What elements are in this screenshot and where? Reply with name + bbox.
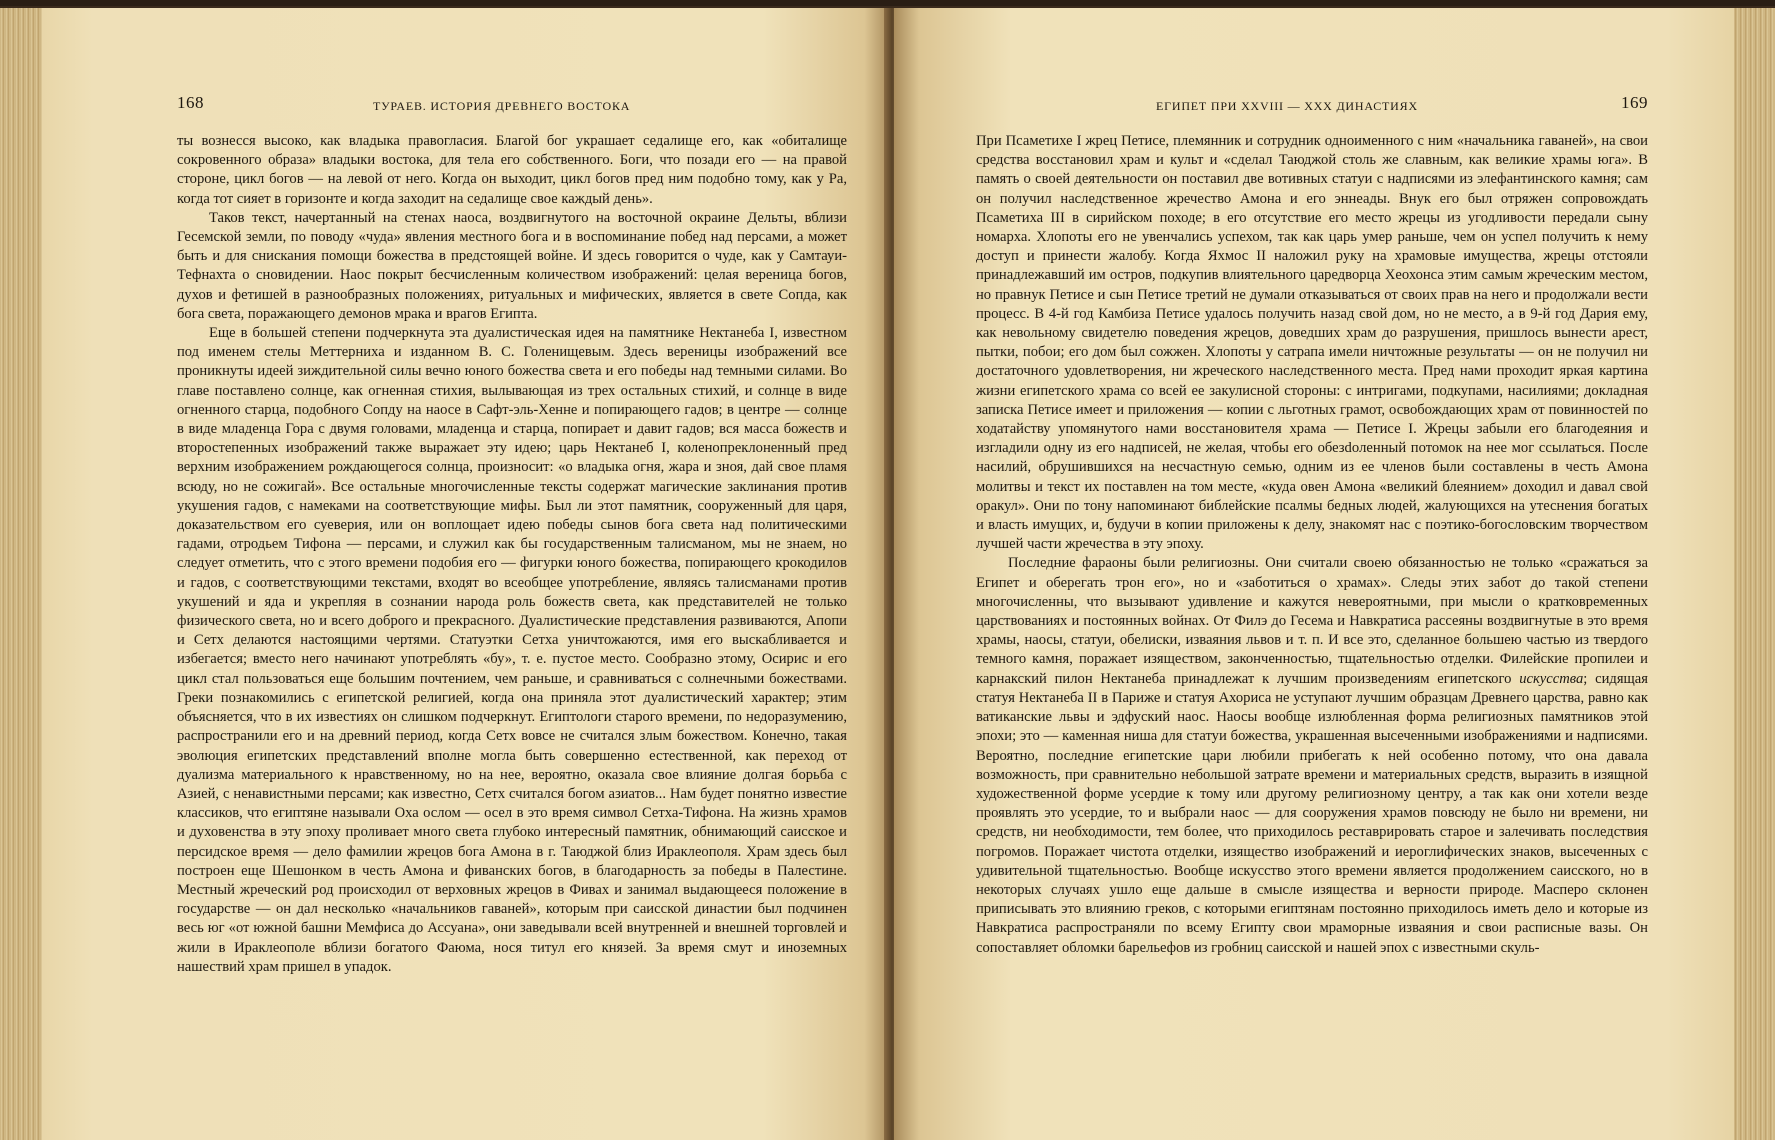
right-page bbox=[894, 8, 1734, 1140]
left-page-text bbox=[177, 132, 847, 977]
left-paragraph-2: Таков текст, начертанный на стенах наоса, воздвигнутого на восточной окраине Дельты, вблизи Гесемской земли, по поводу «чуда» явления местного бога и в воспоминание побед над персами, а может быть и для снискания помощи божества в предстоящей войне. И здесь говорится о чуде, как у Самтауи-Тефнахта о сновидении. Наос покрыт бесчисленным количеством изображений: целая вереница богов, духов и фетишей в разнообразных положениях, ритуальных и мифических, является в свете Сопда, как бога света, поражающего демонов мрака и врагов Египта. bbox=[177, 209, 847, 322]
italic-word-iskusstva: искусства bbox=[1519, 670, 1584, 687]
left-paragraph-1: ты вознесся высоко, как владыка правогласия. Благой бог украшает седалище его, как «обиталище сокровенного образа» владыки востока, для тела его собственного. Боги, что позади его — на правой стороне, цикл богов — на левой от него. Когда он выходит, цикл богов пред ним подобно тому, как у Ра, когда тот сияет в горизонте и когда заходит на седалище свое каждый день». bbox=[177, 133, 847, 207]
left-page-header bbox=[177, 93, 847, 118]
right-page-edges bbox=[1729, 8, 1775, 1140]
right-page-number: 169 bbox=[1621, 93, 1648, 112]
right-paragraph-1: При Псаметихе I жрец Петисе, племянник и сотрудник одноименного с ним «начальника гаваней», на свои средства восстановил храм и культ и «сделал Таюджой столь же славным, как великие храмы юга». В память о своей деятельности он поставил две вотивных статуи с надписями из элефантинского камня; сам он получил наследственное жречество Амона и его эннеады. Внук его был отряжен сопровождать Псаметиха III в сирийском походе; в его отсутствие его место жрецы из угодливости передали сыну номарха. Хлопоты его не увенчались успехом, так как царь умер раньше, чем он успел получить к нему доступ и принести жалобу. Когда Яхмос II наложил руку на храмовые имущества, жрецы отстояли принадлежавший им остров, подкупив влиятельного царедворца Хеохонса этим самым жреческим местом, но правнук Петисе и сын Петисе третий не думали отказываться от своих прав на него и продолжали вести процесс. В 4-й год Камбиза Петисе удалось получить назад свой дом, но не место, а в 9-й год Дария ему, как невольному свидетелю поведения жрецов, доведших храм до разрушения, пришлось вынести арест, пытки, побои; его дом был сожжен. Хлопоты у сатрапа имели ничтожные результаты — он не получил ни достаточного удовлетворения, ни жреческого наследственного места. Пред нами проходит яркая картина жизни египетского храма со всей ее закулисной стороны: с интригами, подкупами, насилиями; докладная записка Петисе имеет и приложения — копии с льготных грамот, освобождающих храм от повинностей по ходатайству упомянутого нами восстановителя храма — Петисе I. Жрецы забыли его благодеяния и изгладили одну из его надписей, не желая, чтобы его обезdoленный потомок на нее мог ссылаться. После насилий, обрушившихся на несчастную семью, одним из ее членов были составлены в честь Амона молитвы и текст их поставлен на том месте, «куда овен Амона «великий блеянием» доходил и давал свой оракул». Они по тону напоминают библейские псалмы бедных людей, жалующихся на утеснения богатых и власть имущих, и, будучи в копии приложены к делу, знакомят нас с поэтико-богословским творчеством лучшей части жречества в эту эпоху. bbox=[976, 133, 1648, 553]
left-paragraph-3: Еще в большей степени подчеркнута эта дуалистическая идея на памятнике Нектанеба I, известном под именем стелы Меттерниха и изданном В. С. Голенищевым. Здесь вереницы изображений все проникнуты идеей зиждительной силы вечно юного божества света и его победы над темными силами. Во главе поставлено солнце, как огненная стихия, вылывающая из трех остальных стихий, и солнце в виде огненного старца, подобного Сопду на наосе в Сафт-эль-Хенне и попирающего гадов; в центре — солнце в виде младенца Гора с двумя головами, младенца и старца, попирает и давит гадов; вся масса божеств и второстепенных изображений также выражает эту идею; царь Нектанеб I, коленопреклоненный пред верхним изображением рождающегося солнца, произносит: «о владыка огня, жара и зноя, дай свое пламя всюду, но не сожигай». Все остальные многочисленные тексты содержат магические заклинания против укушения гадов, с намеками на соответствующие мифы. Был ли этот памятник, сооруженный для царя, доказательством его суеверия, или он воплощает идею победы сынов бога света над политическими гадами, отродьем Тифона — персами, и служил как бы государственным талисманом, мы не знаем, но следует отметить, что с этого времени подобия его — фигурки юного божества, попирающего крокодилов и гадов, с соответствующими текстами, входят во всеобщее употребление, являясь талисманами против укушений и яда и укрепляя в сознании народа роль божеств света, как представителей не только физического света, но и всего доброго и прекрасного. Дуалистические представления развиваются, Апопи и Сетх делаются настоящими чертями. Статуэтки Сетха уничтожаются, имя его выскабливается и избегается; вместо него начинают употреблять «бу», т. е. пустое место. Сообразно этому, Осирис и его цикл стал пользоваться еще большим почтением, чем раньше, и сравниваться с солнечными божествами. Греки познакомились с египетской религией, когда она приняла этот дуалистический характер; этим объясняется, что в их известиях он слишком подчеркнут. Египтологи старого времени, по недоразумению, распространили его и на древний период, когда Сетх вовсе не считался злым божеством. Конечно, такая эволюция египетских представлений вполне могла быть совершенно естественной, как переход от дуализма материального к нравственному, но на нее, вероятно, оказала свое влияние долгая борьба с Азией, с ненавистными персами; как известно, Сетх считался богом азиатов... Нам будет понятно известие классиков, что египтяне называли Оха ослом — осел в это время символ Сетха-Тифона. На жизнь храмов и духовенства в эту эпоху проливает много света глубоко интересный памятник, обнимающий саисское и персидское время — дело фамилии жрецов бога Амона в г. Таюджой близ Ираклеополя. Храм здесь был построен еще Шешонком в честь Амона и фиванских богов, в благодарность за победы в Палестине. Местный жреческий род происходил от верховных жрецов в Фивах и занимал выдающееся положение в государстве — он дал несколько «начальников гаваней», которым при саисской династии был подчинен весь юг «от южной башни Мемфиса до Ассуана», они заведывали всей внутренней и внешней торговлей и жили в Ираклеополе вблизи богатого Фаюма, нося титул его князей. За время смут и иноземных нашествий храм пришел в упадок. bbox=[177, 325, 847, 975]
left-running-head: ТУРАЕВ. ИСТОРИЯ ДРЕВНЕГО ВОСТОКА bbox=[373, 99, 631, 113]
right-running-head: ЕГИПЕТ ПРИ XXVIII — XXX ДИНАСТИЯХ bbox=[1156, 99, 1418, 113]
right-paragraph-2 bbox=[976, 554, 1648, 957]
right-page-text bbox=[976, 132, 1648, 958]
right-paragraph-2-continued: ; сидящая статуя Нектанеба II в Париже и статуя Ахориса не уступают лучшим образцам Древнего царства, равно как ватиканские львы и эдфуский наос. Наосы вообще излюбленная форма религиозных памятников этой эпохи; это — каменная ниша для статуи божества, украшенная высеченными изображениями и надписями. Вероятно, последние египетские цари любили прибегать к ней особенно потому, что она давала возможность, при сравнительно небольшой затрате времени и материальных средств, выразить в изящной художественной форме усердие к тому или другому религиозному центру, а так как они хотели везде проявлять это усердие, то и выбрали наос — для сооружения храмов повсюду не было ни времени, ни средств, ни необходимости, тем более, что приходилось реставрировать старое и залечивать последствия погромов. Поражает чистота отделки, изящество изображений и иероглифических знаков, высеченных с удивительной тщательностью. Вообще искусство этого времени является продолжением саисского, но в некоторых случаях ушло еще дальше в смысле изящества и верности природе. Масперо склонен приписывать это влиянию греков, с которыми египтянам постоянно приходилось иметь дело и которые из Навкратиса распространяли по всему Египту свои мраморные изваяния и свои расписные вазы. Он сопоставляет обломки барельефов из гробниц саисской и нашей эпох с известными скуль- bbox=[976, 670, 1648, 956]
left-page-number: 168 bbox=[177, 93, 204, 112]
right-paragraph-2-text: Последние фараоны были религиозны. Они считали своею обязанностью не только «сражаться за Египет и оберегать трон его», но и «заботиться о храмах». Следы этих забот до такой степени многочисленны, что вызывают удивление и кажутся невероятными, при мысли о кратковременных царствованиях и постоянных войнах. От Филэ до Гесема и Навкратиса рассеяны воздвигнутые в это время храмы, наосы, статуи, обелиски, изваяния львов и т. п. И все это, сделанное большею частью из твердого темного камня, поражает изяществом, законченностью, тщательностью отделки. Филейские пропилеи и карнакский пилон Нектанеба принадлежат к лучшим произведениям египетского bbox=[976, 555, 1648, 687]
left-page-edges bbox=[0, 8, 46, 1140]
right-page-header bbox=[976, 93, 1648, 118]
left-page bbox=[42, 8, 890, 1140]
